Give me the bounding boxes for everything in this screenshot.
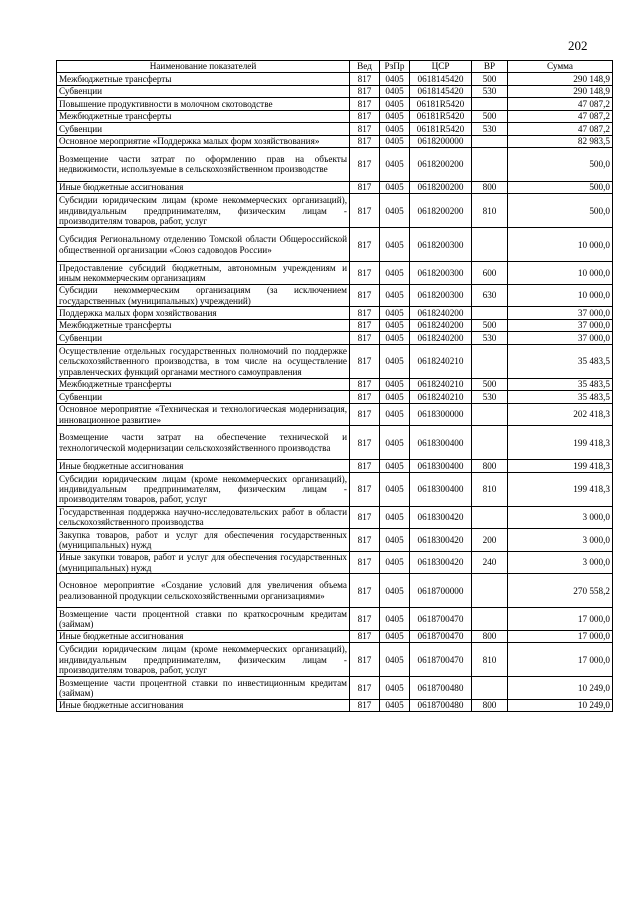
row-name-cell: Субвенции xyxy=(57,123,350,136)
header-rzpr: РзПр xyxy=(380,61,410,73)
row-rzpr-cell: 0405 xyxy=(380,391,410,404)
table-row xyxy=(57,284,613,307)
row-vr-cell xyxy=(472,135,508,148)
row-csr-cell: 0618700000 xyxy=(410,574,472,608)
table-row xyxy=(57,699,613,712)
row-csr-cell: 0618200300 xyxy=(410,262,472,285)
row-rzpr-cell: 0405 xyxy=(380,307,410,320)
row-sum-cell: 17 000,0 xyxy=(508,643,613,677)
row-sum-cell: 37 000,0 xyxy=(508,307,613,320)
row-ved-cell: 817 xyxy=(350,262,380,285)
row-vr-cell xyxy=(472,307,508,320)
row-name-cell: Основное мероприятие «Поддержка малых форм хозяйствования» xyxy=(57,135,350,148)
row-sum-cell: 37 000,0 xyxy=(508,319,613,332)
row-rzpr-cell: 0405 xyxy=(380,332,410,345)
row-csr-cell: 0618145420 xyxy=(410,73,472,86)
row-rzpr-cell: 0405 xyxy=(380,85,410,98)
row-name-cell: Основное мероприятие «Техническая и технологическая модернизация, инновационное развитие» xyxy=(57,403,350,426)
row-ved-cell: 817 xyxy=(350,228,380,262)
row-csr-cell: 06181R5420 xyxy=(410,98,472,111)
table-row xyxy=(57,85,613,98)
row-ved-cell: 817 xyxy=(350,506,380,529)
row-csr-cell: 0618200300 xyxy=(410,284,472,307)
row-name-cell: Возмещение части процентной ставки по краткосрочным кредитам (займам) xyxy=(57,608,350,631)
table-row xyxy=(57,551,613,574)
row-ved-cell: 817 xyxy=(350,574,380,608)
budget-table xyxy=(56,60,613,712)
row-rzpr-cell: 0405 xyxy=(380,630,410,643)
row-sum-cell: 290 148,9 xyxy=(508,73,613,86)
row-name-cell: Основное мероприятие «Создание условий для увеличения объема реализованной продукции сельскохозяйственными организациями» xyxy=(57,574,350,608)
table-row xyxy=(57,677,613,700)
table-row xyxy=(57,262,613,285)
row-ved-cell: 817 xyxy=(350,529,380,552)
table-row xyxy=(57,460,613,473)
row-rzpr-cell: 0405 xyxy=(380,506,410,529)
row-vr-cell: 630 xyxy=(472,284,508,307)
row-sum-cell: 17 000,0 xyxy=(508,630,613,643)
table-row xyxy=(57,332,613,345)
table-row xyxy=(57,630,613,643)
row-sum-cell: 47 087,2 xyxy=(508,123,613,136)
row-csr-cell: 0618145420 xyxy=(410,85,472,98)
row-sum-cell: 10 000,0 xyxy=(508,284,613,307)
row-csr-cell: 0618240200 xyxy=(410,319,472,332)
row-vr-cell: 600 xyxy=(472,262,508,285)
row-vr-cell: 800 xyxy=(472,630,508,643)
table-row xyxy=(57,148,613,182)
row-sum-cell: 500,0 xyxy=(508,181,613,194)
row-csr-cell: 06181R5420 xyxy=(410,110,472,123)
row-rzpr-cell: 0405 xyxy=(380,378,410,391)
row-vr-cell: 810 xyxy=(472,194,508,228)
row-ved-cell: 817 xyxy=(350,403,380,426)
row-name-cell: Межбюджетные трансферты xyxy=(57,378,350,391)
row-ved-cell: 817 xyxy=(350,332,380,345)
row-sum-cell: 10 249,0 xyxy=(508,677,613,700)
row-rzpr-cell: 0405 xyxy=(380,677,410,700)
row-sum-cell: 82 983,5 xyxy=(508,135,613,148)
row-csr-cell: 0618200000 xyxy=(410,135,472,148)
row-ved-cell: 817 xyxy=(350,344,380,378)
row-name-cell: Закупка товаров, работ и услуг для обеспечения государственных (муниципальных) нужд xyxy=(57,529,350,552)
row-rzpr-cell: 0405 xyxy=(380,228,410,262)
row-rzpr-cell: 0405 xyxy=(380,426,410,460)
row-vr-cell: 240 xyxy=(472,551,508,574)
row-vr-cell: 530 xyxy=(472,85,508,98)
header-name: Наименование показателей xyxy=(57,61,350,73)
row-rzpr-cell: 0405 xyxy=(380,73,410,86)
row-name-cell: Межбюджетные трансферты xyxy=(57,110,350,123)
row-rzpr-cell: 0405 xyxy=(380,460,410,473)
table-row xyxy=(57,307,613,320)
row-csr-cell: 0618700480 xyxy=(410,677,472,700)
row-vr-cell xyxy=(472,98,508,111)
row-csr-cell: 0618300400 xyxy=(410,460,472,473)
row-csr-cell: 0618300000 xyxy=(410,403,472,426)
row-csr-cell: 0618240210 xyxy=(410,344,472,378)
row-name-cell: Иные бюджетные ассигнования xyxy=(57,460,350,473)
row-sum-cell: 47 087,2 xyxy=(508,98,613,111)
row-ved-cell: 817 xyxy=(350,135,380,148)
table-row xyxy=(57,344,613,378)
row-rzpr-cell: 0405 xyxy=(380,472,410,506)
row-rzpr-cell: 0405 xyxy=(380,110,410,123)
table-row xyxy=(57,506,613,529)
row-ved-cell: 817 xyxy=(350,551,380,574)
row-rzpr-cell: 0405 xyxy=(380,699,410,712)
row-name-cell: Субсидия Региональному отделению Томской области Общероссийской общественной организации «Союз садоводов России» xyxy=(57,228,350,262)
row-ved-cell: 817 xyxy=(350,284,380,307)
row-vr-cell: 810 xyxy=(472,472,508,506)
row-rzpr-cell: 0405 xyxy=(380,643,410,677)
row-vr-cell: 200 xyxy=(472,529,508,552)
row-rzpr-cell: 0405 xyxy=(380,98,410,111)
row-sum-cell: 3 000,0 xyxy=(508,551,613,574)
row-vr-cell xyxy=(472,344,508,378)
table-row xyxy=(57,472,613,506)
table-row xyxy=(57,529,613,552)
row-name-cell: Возмещение части затрат на обеспечение технической и технологической модернизации сельскохозяйственного производства xyxy=(57,426,350,460)
row-csr-cell: 0618240200 xyxy=(410,332,472,345)
row-csr-cell: 0618300420 xyxy=(410,529,472,552)
row-rzpr-cell: 0405 xyxy=(380,123,410,136)
row-ved-cell: 817 xyxy=(350,319,380,332)
row-name-cell: Межбюджетные трансферты xyxy=(57,73,350,86)
row-sum-cell: 35 483,5 xyxy=(508,344,613,378)
row-ved-cell: 817 xyxy=(350,110,380,123)
row-vr-cell xyxy=(472,608,508,631)
row-rzpr-cell: 0405 xyxy=(380,403,410,426)
row-vr-cell: 800 xyxy=(472,181,508,194)
row-csr-cell: 0618200200 xyxy=(410,148,472,182)
table-row xyxy=(57,98,613,111)
row-sum-cell: 270 558,2 xyxy=(508,574,613,608)
table-row xyxy=(57,574,613,608)
table-header-row xyxy=(57,61,613,73)
table-row xyxy=(57,110,613,123)
row-csr-cell: 0618700470 xyxy=(410,608,472,631)
row-ved-cell: 817 xyxy=(350,608,380,631)
row-ved-cell: 817 xyxy=(350,98,380,111)
row-name-cell: Субсидии некоммерческим организациям (за исключением государственных (муниципальных) учреждений) xyxy=(57,284,350,307)
row-vr-cell: 500 xyxy=(472,73,508,86)
row-csr-cell: 0618700480 xyxy=(410,699,472,712)
row-sum-cell: 10 000,0 xyxy=(508,262,613,285)
row-ved-cell: 817 xyxy=(350,194,380,228)
row-sum-cell: 3 000,0 xyxy=(508,506,613,529)
row-vr-cell xyxy=(472,506,508,529)
row-csr-cell: 0618300420 xyxy=(410,551,472,574)
row-name-cell: Государственная поддержка научно-исследовательских работ в области сельскохозяйственного производства xyxy=(57,506,350,529)
row-csr-cell: 0618200200 xyxy=(410,194,472,228)
row-sum-cell: 10 249,0 xyxy=(508,699,613,712)
row-name-cell: Субвенции xyxy=(57,391,350,404)
row-vr-cell xyxy=(472,403,508,426)
row-vr-cell xyxy=(472,574,508,608)
row-ved-cell: 817 xyxy=(350,307,380,320)
table-row xyxy=(57,378,613,391)
row-ved-cell: 817 xyxy=(350,85,380,98)
row-ved-cell: 817 xyxy=(350,643,380,677)
row-csr-cell: 0618300400 xyxy=(410,426,472,460)
table-row xyxy=(57,194,613,228)
row-name-cell: Субвенции xyxy=(57,85,350,98)
row-name-cell: Иные бюджетные ассигнования xyxy=(57,181,350,194)
page-number: 202 xyxy=(568,38,588,53)
row-name-cell: Межбюджетные трансферты xyxy=(57,319,350,332)
row-csr-cell: 0618200300 xyxy=(410,228,472,262)
row-rzpr-cell: 0405 xyxy=(380,194,410,228)
row-ved-cell: 817 xyxy=(350,677,380,700)
row-csr-cell: 0618240210 xyxy=(410,378,472,391)
row-name-cell: Иные закупки товаров, работ и услуг для обеспечения государственных (муниципальных) нужд xyxy=(57,551,350,574)
table-row xyxy=(57,73,613,86)
row-sum-cell: 500,0 xyxy=(508,148,613,182)
row-sum-cell: 202 418,3 xyxy=(508,403,613,426)
table-row xyxy=(57,228,613,262)
row-name-cell: Возмещение части затрат по оформлению прав на объекты недвижимости, используемые в сельскохозяйственном производстве xyxy=(57,148,350,182)
row-name-cell: Возмещение части процентной ставки по инвестиционным кредитам (займам) xyxy=(57,677,350,700)
row-name-cell: Предоставление субсидий бюджетным, автономным учреждениям и иным некоммерческим организациям xyxy=(57,262,350,285)
row-rzpr-cell: 0405 xyxy=(380,284,410,307)
row-rzpr-cell: 0405 xyxy=(380,344,410,378)
row-sum-cell: 199 418,3 xyxy=(508,426,613,460)
row-sum-cell: 3 000,0 xyxy=(508,529,613,552)
row-rzpr-cell: 0405 xyxy=(380,181,410,194)
row-name-cell: Субсидии юридическим лицам (кроме некоммерческих организаций), индивидуальным предпринимателям, физическим лицам - производителям товаров, работ, услуг xyxy=(57,472,350,506)
row-ved-cell: 817 xyxy=(350,73,380,86)
row-vr-cell xyxy=(472,426,508,460)
row-ved-cell: 817 xyxy=(350,630,380,643)
row-name-cell: Иные бюджетные ассигнования xyxy=(57,699,350,712)
row-ved-cell: 817 xyxy=(350,472,380,506)
row-rzpr-cell: 0405 xyxy=(380,319,410,332)
row-sum-cell: 10 000,0 xyxy=(508,228,613,262)
row-vr-cell: 530 xyxy=(472,391,508,404)
row-csr-cell: 0618300400 xyxy=(410,472,472,506)
row-sum-cell: 500,0 xyxy=(508,194,613,228)
row-vr-cell: 530 xyxy=(472,332,508,345)
row-ved-cell: 817 xyxy=(350,181,380,194)
row-sum-cell: 35 483,5 xyxy=(508,391,613,404)
row-csr-cell: 0618300420 xyxy=(410,506,472,529)
row-csr-cell: 0618240200 xyxy=(410,307,472,320)
row-csr-cell: 0618200200 xyxy=(410,181,472,194)
row-vr-cell: 810 xyxy=(472,643,508,677)
header-vr: ВР xyxy=(472,61,508,73)
row-name-cell: Субвенции xyxy=(57,332,350,345)
row-ved-cell: 817 xyxy=(350,378,380,391)
table-row xyxy=(57,643,613,677)
row-vr-cell: 500 xyxy=(472,378,508,391)
row-ved-cell: 817 xyxy=(350,426,380,460)
header-ved: Вед xyxy=(350,61,380,73)
row-sum-cell: 199 418,3 xyxy=(508,460,613,473)
row-name-cell: Иные бюджетные ассигнования xyxy=(57,630,350,643)
row-vr-cell: 800 xyxy=(472,460,508,473)
row-rzpr-cell: 0405 xyxy=(380,529,410,552)
row-ved-cell: 817 xyxy=(350,123,380,136)
row-ved-cell: 817 xyxy=(350,699,380,712)
row-vr-cell: 500 xyxy=(472,319,508,332)
row-ved-cell: 817 xyxy=(350,460,380,473)
row-vr-cell: 530 xyxy=(472,123,508,136)
table-row xyxy=(57,608,613,631)
row-sum-cell: 35 483,5 xyxy=(508,378,613,391)
row-rzpr-cell: 0405 xyxy=(380,608,410,631)
row-csr-cell: 0618700470 xyxy=(410,643,472,677)
row-vr-cell: 800 xyxy=(472,699,508,712)
header-sum: Сумма xyxy=(508,61,613,73)
row-name-cell: Осуществление отдельных государственных полномочий по поддержке сельскохозяйственного производства, в том числе на осуществление управленческих функций органами местного самоуправления xyxy=(57,344,350,378)
row-name-cell: Повышение продуктивности в молочном скотоводстве xyxy=(57,98,350,111)
row-rzpr-cell: 0405 xyxy=(380,148,410,182)
table-body xyxy=(57,73,613,712)
row-vr-cell xyxy=(472,228,508,262)
row-sum-cell: 17 000,0 xyxy=(508,608,613,631)
table-row xyxy=(57,403,613,426)
row-vr-cell xyxy=(472,148,508,182)
row-vr-cell xyxy=(472,677,508,700)
table-row xyxy=(57,181,613,194)
row-ved-cell: 817 xyxy=(350,391,380,404)
row-rzpr-cell: 0405 xyxy=(380,574,410,608)
row-rzpr-cell: 0405 xyxy=(380,135,410,148)
row-name-cell: Поддержка малых форм хозяйствования xyxy=(57,307,350,320)
row-csr-cell: 06181R5420 xyxy=(410,123,472,136)
row-name-cell: Субсидии юридическим лицам (кроме некоммерческих организаций), индивидуальным предпринимателям, физическим лицам - производителям товаров, работ, услуг xyxy=(57,643,350,677)
table-row xyxy=(57,123,613,136)
table-row xyxy=(57,391,613,404)
row-sum-cell: 47 087,2 xyxy=(508,110,613,123)
row-csr-cell: 0618700470 xyxy=(410,630,472,643)
table-row xyxy=(57,319,613,332)
row-rzpr-cell: 0405 xyxy=(380,551,410,574)
table-row xyxy=(57,135,613,148)
row-vr-cell: 500 xyxy=(472,110,508,123)
row-sum-cell: 37 000,0 xyxy=(508,332,613,345)
table-row xyxy=(57,426,613,460)
row-sum-cell: 199 418,3 xyxy=(508,472,613,506)
row-name-cell: Субсидии юридическим лицам (кроме некоммерческих организаций), индивидуальным предпринимателям, физическим лицам - производителям товаров, работ, услуг xyxy=(57,194,350,228)
row-rzpr-cell: 0405 xyxy=(380,262,410,285)
row-sum-cell: 290 148,9 xyxy=(508,85,613,98)
header-csr: ЦСР xyxy=(410,61,472,73)
row-csr-cell: 0618240210 xyxy=(410,391,472,404)
row-ved-cell: 817 xyxy=(350,148,380,182)
